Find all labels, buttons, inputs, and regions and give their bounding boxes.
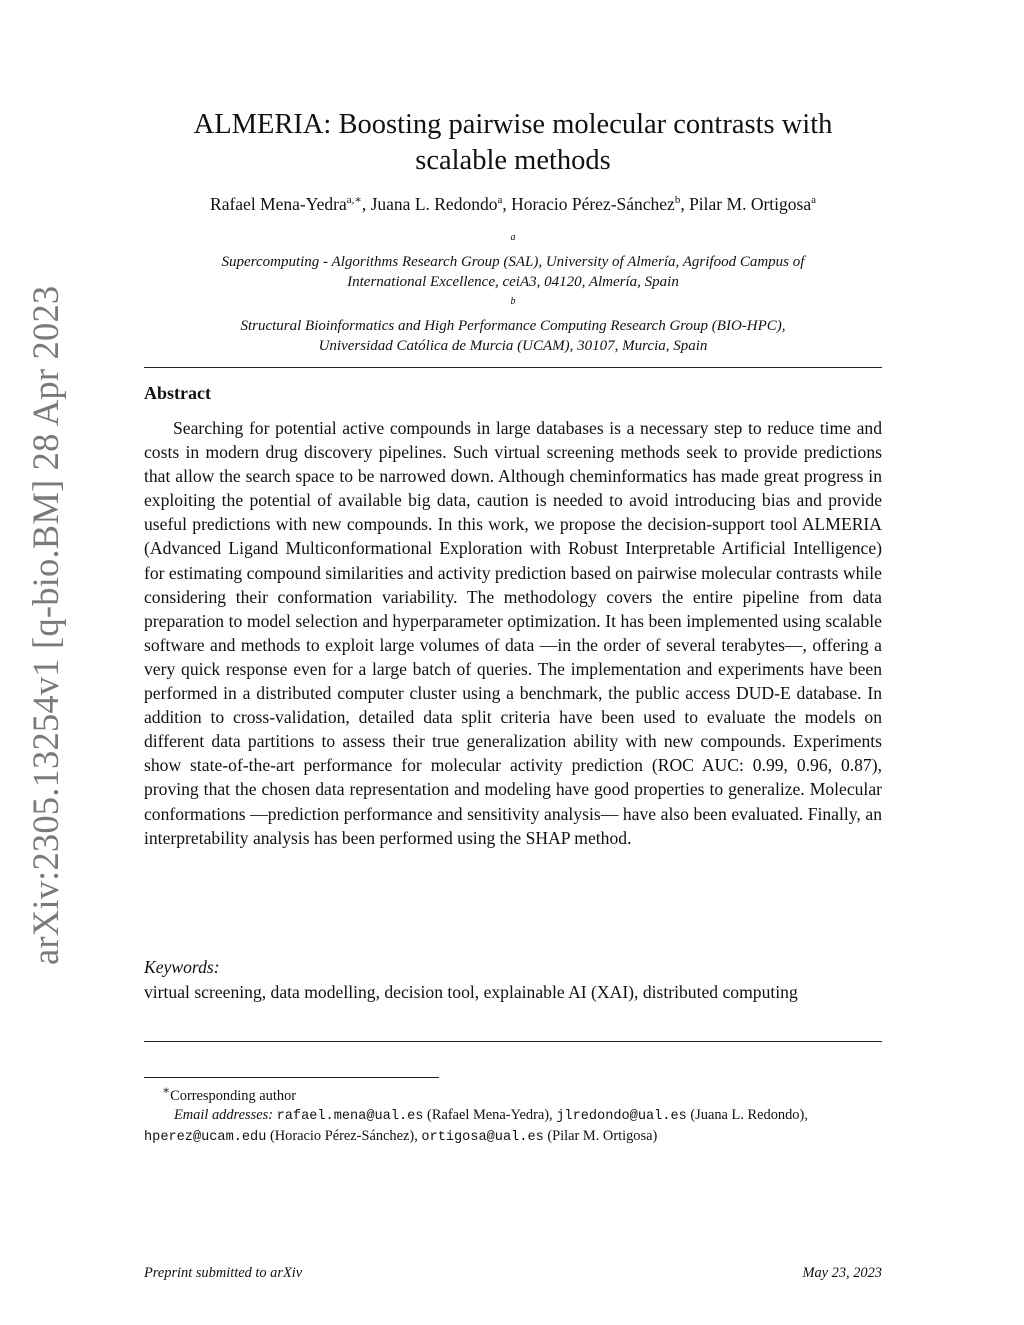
author: Rafael Mena-Yedra$^{a,∗}$, [210,193,371,214]
email-addresses: Email addresses: rafael.mena@ual.es (Rafael Mena-Yedra), jlredondo@ual.es (Juana L. Redondo), hperez@ucam.edu (Horacio Pérez-Sánchez), ortigosa@ual.es (Pilar M. Ortigosa) [144,1107,808,1145]
footnote-rule [144,1077,439,1078]
email-link[interactable]: jlredondo@ual.es [556,1109,687,1125]
affiliation-a-line-1: $^a$ Supercomputing - Algorithms Research Group (SAL), University of Almería, Agrifood Campus of [221,232,805,270]
affiliation-b-line-2: Universidad Católica de Murcia (UCAM), 30107, Murcia, Spain [318,338,708,354]
affiliations [144,228,882,356]
title-line-1: ALMERIA: Boosting pairwise molecular contrasts with [193,109,833,141]
keywords-heading: Keywords: [144,957,220,977]
preprint-note: Preprint submitted to arXiv [144,1265,303,1281]
footnotes [144,1081,882,1147]
author: Juana L. Redondo$^a$, [370,193,512,214]
page-footer [144,1265,882,1282]
arxiv-side-identifier: arXiv:2305.13254v1 [q-bio.BM] 28 Apr 2023 [25,285,66,965]
keywords-list: virtual screening, data modelling, decision tool, explainable AI (XAI), distributed computing [144,982,798,1002]
abstract-bottom-rule [144,1041,882,1042]
abstract-body: Searching for potential active compounds in large databases is a necessary step to reduce time and costs in modern drug discovery pipelines. Such virtual screening methods seek to provide predictions that allow the search space to be narrowed down. Although cheminformatics has made great progress in exploiting the potential of available big data, caution is needed to avoid introducing bias and provide useful predictions with new compounds. In this work, we propose the decision-support tool ALMERIA (Advanced Ligand Multiconformational Exploration with Robust Interpretable Artificial Intelligence) for estimating compound similarities and activity prediction based on pairwise molecular contrasts while considering their conformation variability. The methodology covers the entire pipeline from data preparation to model selection and hyperparameter optimization. It has been implemented using scalable software and methods to exploit large volumes of data —in the order of several terabytes—, offering a very quick response even for a large batch of queries. The implementation and experiments have been performed in a distributed computer cluster using a benchmark, the public access DUD-E database. In addition to cross-validation, detailed data split criteria have been used to evaluate the models on different data partitions to assess their true generalization ability with new compounds. Experiments show state-of-the-art performance for molecular activity prediction (ROC AUC: 0.99, 0.96, 0.87), proving that the chosen data representation and modeling have good properties to generalize. Molecular conformations —prediction performance and sensitivity analysis— have also been evaluated. Finally, an interpretability analysis has been performed using the SHAP method. [144,418,882,848]
email-link[interactable]: ortigosa@ual.es [421,1129,544,1145]
email-link[interactable]: rafael.mena@ual.es [276,1109,424,1125]
abstract-top-rule [144,367,882,368]
email-link[interactable]: hperez@ucam.edu [144,1129,267,1145]
corresponding-author-note: ∗Corresponding author [162,1083,297,1104]
affiliation-a-line-2: International Excellence, ceiA3, 04120, Almería, Spain [347,274,679,290]
author-list [144,188,882,216]
submission-date: May 23, 2023 [802,1265,882,1281]
title-line-2: scalable methods [415,145,611,177]
affiliation-b-line-1: $^b$ Structural Bioinformatics and High Performance Computing Research Group (BIO-HPC), [240,296,786,334]
abstract-heading: Abstract [144,383,211,403]
paper-title [144,107,882,179]
author: Horacio Pérez-Sánchez$^b$, [511,193,690,214]
author: Pilar M. Ortigosa$^a$ [689,193,816,214]
